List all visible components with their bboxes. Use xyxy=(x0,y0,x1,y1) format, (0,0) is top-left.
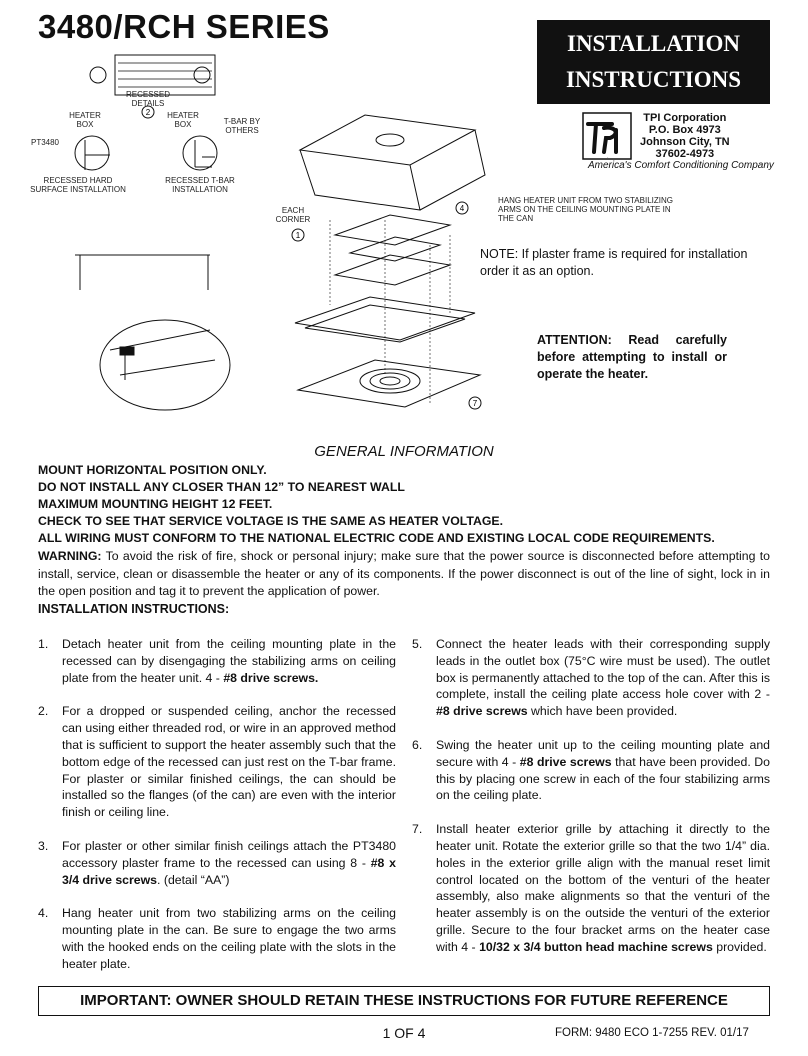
title-line-1: INSTALLATION xyxy=(567,31,740,56)
step-bold: #8 drive screws xyxy=(519,754,612,769)
step-bold: #8 drive screws. xyxy=(223,670,319,685)
warning-label: WARNING: xyxy=(38,549,102,563)
rule-item: MAXIMUM MOUNTING HEIGHT 12 FEET. xyxy=(38,497,273,511)
general-information-heading: GENERAL INFORMATION xyxy=(314,443,494,460)
step-bold: #8 drive screws xyxy=(436,704,528,719)
step-item xyxy=(412,636,770,720)
step-item xyxy=(412,737,770,804)
label-pt3480: PT3480 xyxy=(30,138,60,147)
step-item xyxy=(412,821,770,955)
company-tagline: America's Comfort Conditioning Company xyxy=(588,160,774,171)
label-t-bar: T-BAR BY OTHERS xyxy=(223,117,261,135)
step-body: Connect the heater leads with their corresponding supply leads in the outlet box (75°C wire must be used). The outlet box is permanently attached to the top of the can. After this is complete, install the ceiling plate access hole cover with 2 - xyxy=(436,637,770,702)
step-body: Install heater exterior grille by attaching it directly to the heater unit. Rotate the exterior grille so that the two 1/4” dia. holes in the exterior grille align with the manual reset limit control located on the bottom of the venturi of the heater assembly, also make alignments so that the venturi of the heater assembly is on the outside the venturi of the exterior grille. Secure to the four bracket arms on the heater case with 4 - xyxy=(436,822,770,954)
company-line: TPI Corporation xyxy=(643,112,727,124)
company-address xyxy=(640,112,730,160)
rule-item: DO NOT INSTALL ANY CLOSER THAN 12” TO NEAREST WALL xyxy=(38,480,405,494)
step-number: 3. xyxy=(38,838,49,853)
warning-text: To avoid the risk of fire, shock or personal injury; make sure that the power source is disconnected before attempting to install, service, clean or disassemble the heater or any of its components. If the power disconnect is out of the line of sight, lock in in the open position and tag it to prevent the application of power. xyxy=(38,549,770,598)
company-line: 37602-4973 xyxy=(655,148,715,160)
installation-diagram xyxy=(30,45,530,435)
step-text xyxy=(62,636,396,686)
steps-right-column xyxy=(412,636,770,973)
label-heater-box-right: HEATER BOX xyxy=(167,111,199,129)
callout-1: 1 xyxy=(295,231,301,240)
step-body: For plaster or other similar finish ceilings attach the PT3480 accessory plaster frame to the recessed can using 8 - xyxy=(62,838,396,870)
logo-text: tpi xyxy=(607,158,609,159)
step-number: 2. xyxy=(38,704,49,719)
plaster-frame-note: NOTE: If plaster frame is required for installation order it as an option. xyxy=(480,247,748,278)
step-text xyxy=(436,821,770,955)
step-text xyxy=(62,838,396,888)
label-hang-heater: HANG HEATER UNIT FROM TWO STABILIZING ARMS ON THE CEILING MOUNTING PLATE IN THE CAN xyxy=(498,196,673,223)
step-body: Hang heater unit from two stabilizing arms on the ceiling mounting plate in the can. Be sure to engage the two arms with the hooked ends on the ceiling plate with the slots in the heater plate. xyxy=(62,906,396,971)
steps-left-column xyxy=(38,636,396,990)
instructions-title-box xyxy=(537,20,770,104)
important-notice: IMPORTANT: OWNER SHOULD RETAIN THESE INSTRUCTIONS FOR FUTURE REFERENCE xyxy=(38,986,770,1016)
step-number: 1. xyxy=(38,637,49,651)
tpi-logo xyxy=(582,112,632,160)
step-body: For a dropped or suspended ceiling, anchor the recessed can using either threaded rod, or wire in an approved method that is sufficient to support the heater assembly such that the bottom edge of the recessed can just rest on the T-bar frame. For plaster or similar finished ceilings, the can should be installed so the flanges (of the can) are even with the interior finish or ceiling line. xyxy=(62,704,396,820)
rule-item: CHECK TO SEE THAT SERVICE VOLTAGE IS THE SAME AS HEATER VOLTAGE. xyxy=(38,514,504,528)
label-recessed-hard-surface: RECESSED HARD SURFACE INSTALLATION xyxy=(30,176,126,194)
step-body: Detach heater unit from the ceiling mounting plate in the recessed can by disengaging the stabilizing arms on ceiling plate from the heater unit. 4 - xyxy=(62,637,396,685)
form-id: FORM: 9480 ECO 1-7255 REV. 01/17 xyxy=(555,1027,749,1039)
step-item xyxy=(38,838,396,888)
company-info xyxy=(578,110,778,176)
step-after: which have been provided. xyxy=(527,704,678,719)
step-number: 5. xyxy=(412,637,423,651)
callout-2: 2 xyxy=(145,108,151,117)
step-text xyxy=(436,737,770,804)
step-text xyxy=(62,905,396,972)
step-number: 4. xyxy=(38,906,49,921)
step-text xyxy=(436,636,770,720)
step-number: 6. xyxy=(412,737,423,752)
step-number: 7. xyxy=(412,822,423,837)
step-bold: 10/32 x 3/4 button head machine screws xyxy=(479,939,713,954)
attention-notice: ATTENTION: Read carefully before attempting to install or operate the heater. xyxy=(537,333,727,381)
warning-paragraph xyxy=(38,548,770,601)
page-number: 1 OF 4 xyxy=(382,1025,426,1041)
rule-item: ALL WIRING MUST CONFORM TO THE NATIONAL ELECTRIC CODE AND EXISTING LOCAL CODE REQUIREMENTS. xyxy=(38,531,715,545)
label-each-corner: EACH CORNER xyxy=(275,206,311,224)
company-line: Johnson City, TN xyxy=(640,136,730,148)
step-after: provided. xyxy=(712,939,767,954)
step-body: Swing the heater unit up to the ceiling mounting plate and secure with 4 - xyxy=(436,737,770,769)
step-after: that have been provided. Do this by placing one screw in each of the four stabilizing arms on the ceiling plate. xyxy=(436,754,771,803)
callout-7: 7 xyxy=(472,399,478,408)
series-title: 3480/RCH SERIES xyxy=(38,8,330,45)
general-rules xyxy=(38,462,715,547)
step-text xyxy=(62,703,396,821)
step-item xyxy=(38,905,396,972)
recessed-detail-can xyxy=(115,55,215,95)
title-line-2: INSTRUCTIONS xyxy=(565,67,742,92)
callout-4: 4 xyxy=(459,204,465,213)
step-item xyxy=(38,703,396,821)
rule-item: MOUNT HORIZONTAL POSITION ONLY. xyxy=(38,463,267,477)
label-recessed-t-bar: RECESSED T-BAR INSTALLATION xyxy=(165,176,235,194)
company-line: P.O. Box 4973 xyxy=(648,124,721,136)
label-recessed-details: RECESSED DETAILS xyxy=(125,90,170,108)
installation-heading: INSTALLATION INSTRUCTIONS: xyxy=(38,602,230,616)
step-bold: #8 x 3/4 drive screws xyxy=(62,855,396,887)
label-heater-box-left: HEATER BOX xyxy=(69,111,101,129)
step-after: . (detail “AA”) xyxy=(157,872,230,887)
step-item xyxy=(38,636,396,686)
